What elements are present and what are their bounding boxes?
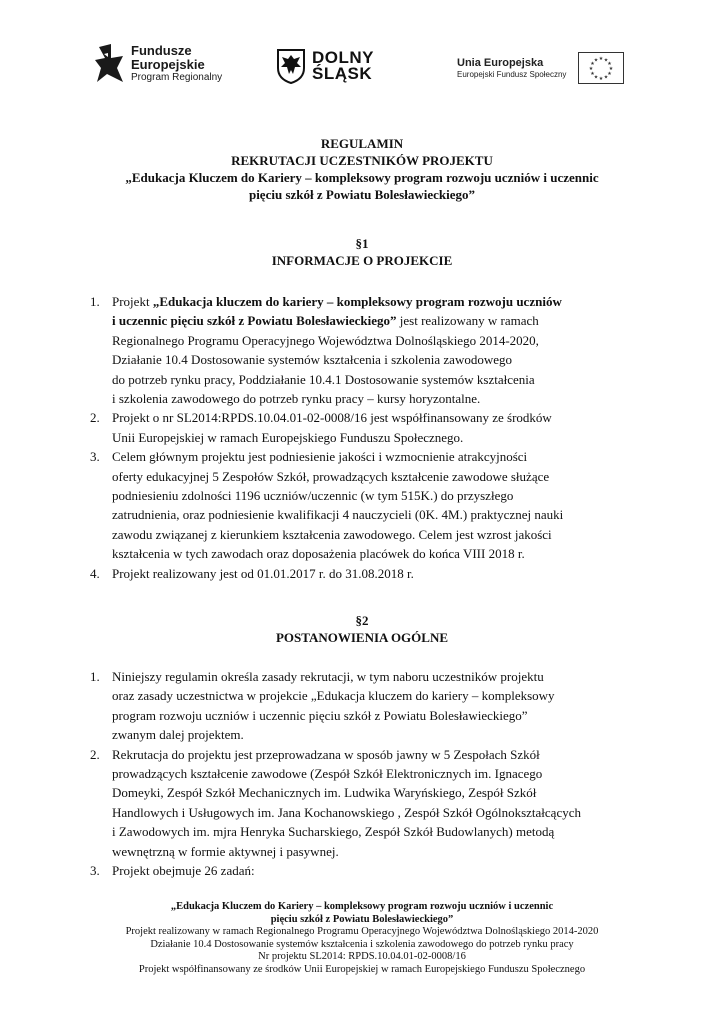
item-line: do potrzeb rynku pracy, Poddziałanie 10.4.1 Dostosowanie systemów kształcenia: [112, 371, 535, 387]
svg-text:★: ★: [594, 57, 599, 64]
footer-line5: Nr projektu SL2014: RPDS.10.04.01-02-0008/16: [258, 951, 466, 963]
document-title: [0, 135, 724, 203]
ds-line2: ŚLĄSK: [312, 64, 373, 83]
eagle-crest-icon: [276, 48, 306, 84]
logo-bar: [0, 40, 724, 100]
list-item: 1. Projekt „Edukacja kluczem do kariery – kompleksowy program rozwoju uczniów i uczennic pięciu szkół z Powiatu Bolesławieckiego” jest realizowany w ramach Regionalnego Programu Operacyjnego Województwa Dolnośląskiego 2014-2020, Działanie 10.4 Dostosowanie systemów kształcenia i szkolenia zawodowego do potrzeb rynku pracy, Poddziałanie 10.4.1 Dostosowanie systemów kształcenia i szkolenia zawodowego do potrzeb rynku pracy – kursy horyzontalne.: [112, 292, 654, 408]
item-line: Unii Europejskiej w ramach Europejskiego Funduszu Społecznego.: [112, 429, 464, 445]
footer-line3: Projekt realizowany w ramach Regionalnego Programu Operacyjnego Województwa Dolnośląskiego 2014-2020: [125, 926, 599, 938]
section1-list: [90, 292, 654, 583]
ue-title: Unia Europejska: [457, 56, 544, 69]
item-line: program rozwoju uczniów i uczennic pięciu szkół z Powiatu Bolesławieckiego”: [112, 707, 528, 723]
section1-number: §1: [355, 236, 369, 251]
item-line: podniesieniu zdolności 1196 uczniów/uczennic (w tym 515K.) do przyszłego: [112, 488, 514, 504]
item-line: Domeyki, Zespół Szkół Mechanicznych im. Ludwika Waryńskiego, Zespół Szkół: [112, 785, 537, 801]
list-item: [90, 447, 654, 563]
footer-line2: pięciu szkół z Powiatu Bolesławieckiego”: [270, 913, 454, 925]
page-footer: [0, 901, 724, 977]
list-item: [90, 667, 654, 745]
svg-text:★: ★: [590, 71, 596, 77]
item-line: Celem głównym projektu jest podniesienie jakości i wzmocnienie atrakcyjności: [112, 449, 528, 465]
svg-text:★: ★: [609, 66, 614, 72]
footer-line1: „Edukacja Kluczem do Kariery – kompleksowy program rozwoju uczniów i uczennic: [170, 901, 554, 912]
title-line4: pięciu szkół z Powiatu Bolesławieckiego”: [248, 187, 476, 202]
fe-subtitle: Program Regionalny: [131, 72, 223, 83]
document-body: [0, 135, 724, 203]
fe-title-line1: Fundusze: [131, 43, 192, 58]
title-line3: „Edukacja Kluczem do Kariery – kompleksowy program rozwoju uczniów i uczennic: [125, 170, 599, 185]
ue-subtitle: Europejski Fundusz Społeczny: [457, 69, 567, 79]
item-number: 3.: [90, 449, 100, 465]
item-line: zawodu związanej z kierunkiem kształcenia zawodowego. Celem jest wzrost jakości: [112, 526, 552, 542]
item-number: 1.: [90, 294, 100, 309]
ds-line1: DOLNY: [312, 48, 374, 67]
list-item: [90, 861, 654, 880]
item-line: Niniejszy regulamin określa zasady rekrutacji, w tym naboru uczestników projektu: [112, 669, 544, 684]
list-item: [90, 408, 654, 447]
item-number: 3.: [90, 863, 100, 879]
item-line: prowadzących kształcenie zawodowe (Zespół Szkół Elektronicznych im. Ignacego: [112, 766, 543, 782]
svg-text:★: ★: [607, 71, 613, 77]
svg-text:★: ★: [590, 61, 596, 67]
item-line: i szkolenia zawodowego do potrzeb rynku pracy – kursy horyzontalne.: [112, 391, 481, 407]
item-line: i Zawodowych im. mjra Henryka Sucharskiego, Zespół Szkół Budowlanych) metodą: [112, 824, 555, 840]
svg-text:★: ★: [599, 56, 604, 62]
item-line: Rekrutacja do projektu jest przeprowadzana w sposób jawny w 5 Zespołach Szkół: [112, 746, 540, 762]
fe-title-line2: Europejskie: [131, 57, 205, 72]
fundusze-europejskie-logo: [95, 44, 222, 84]
list-item: [90, 564, 654, 583]
section1-heading: INFORMACJE O PROJEKCIE: [271, 253, 453, 268]
svg-text:★: ★: [607, 61, 613, 67]
item-line: wewnętrzną w formie aktywnej i pasywnej.: [112, 843, 339, 859]
svg-text:★: ★: [589, 66, 594, 72]
list-item: [90, 745, 654, 861]
section2-list: [90, 667, 654, 880]
svg-text:★: ★: [599, 76, 604, 82]
item-number: 1.: [90, 669, 100, 684]
item-line: Projekt o nr SL2014:RPDS.10.04.01-02-0008/16 jest współfinansowany ze środków: [112, 410, 552, 426]
eu-flag-icon: [578, 52, 624, 84]
dolny-slask-logo: [276, 48, 374, 84]
section2-number: §2: [355, 613, 369, 628]
item-line: oferty edukacyjnej 5 Zespołów Szkół, prowadzących kształcenie zawodowe służące: [112, 468, 550, 484]
footer-line6: Projekt współfinansowany ze środków Unii Europejskiej w ramach Europejskiego Funduszu Społecznego: [138, 963, 586, 975]
svg-text:★: ★: [604, 57, 609, 64]
item-line: Projekt realizowany jest od 01.01.2017 r. do 31.08.2018 r.: [112, 565, 414, 581]
item-line: kształcenia w tych zawodach oraz doposażenia placówek do końca VIII 2018 r.: [112, 546, 525, 562]
section2-header: [0, 612, 724, 646]
item-number: 2.: [90, 410, 100, 426]
title-line1: REGULAMIN: [320, 136, 404, 151]
item-number: 2.: [90, 746, 100, 762]
item-line: Regionalnego Programu Operacyjnego Województwa Dolnośląskiego 2014-2020,: [112, 332, 539, 348]
footer-line4: Działanie 10.4 Dostosowanie systemów kształcenia i szkolenia zawodowego do potrzeb rynku pracy: [150, 938, 574, 950]
item-number: 4.: [90, 565, 100, 581]
title-line2: REKRUTACJI UCZESTNIKÓW PROJEKTU: [231, 153, 493, 168]
svg-text:★: ★: [594, 74, 599, 81]
item-line: zatrudnienia, oraz podniesienie kwalifikacji 4 nauczycieli (0K. 4M.) praktycznej nauki: [112, 507, 564, 523]
item-line: oraz zasady uczestnictwa w projekcie „Edukacja kluczem do kariery – kompleksowy: [112, 688, 555, 704]
fe-star-icon: [95, 44, 125, 84]
item-line: zwanym dalej projektem.: [112, 727, 244, 743]
section1-header: [0, 235, 724, 269]
svg-text:★: ★: [604, 74, 609, 81]
item-line: Projekt obejmuje 26 zadań:: [112, 863, 255, 879]
item-line: Handlowych i Usługowych im. Jana Kochanowskiego , Zespół Szkół Ogólnokształcących: [112, 804, 581, 820]
section2-heading: POSTANOWIENIA OGÓLNE: [275, 630, 449, 645]
unia-europejska-logo: [457, 52, 624, 84]
item-line: Działanie 10.4 Dostosowanie systemów kształcenia i szkolenia zawodowego: [112, 352, 512, 368]
